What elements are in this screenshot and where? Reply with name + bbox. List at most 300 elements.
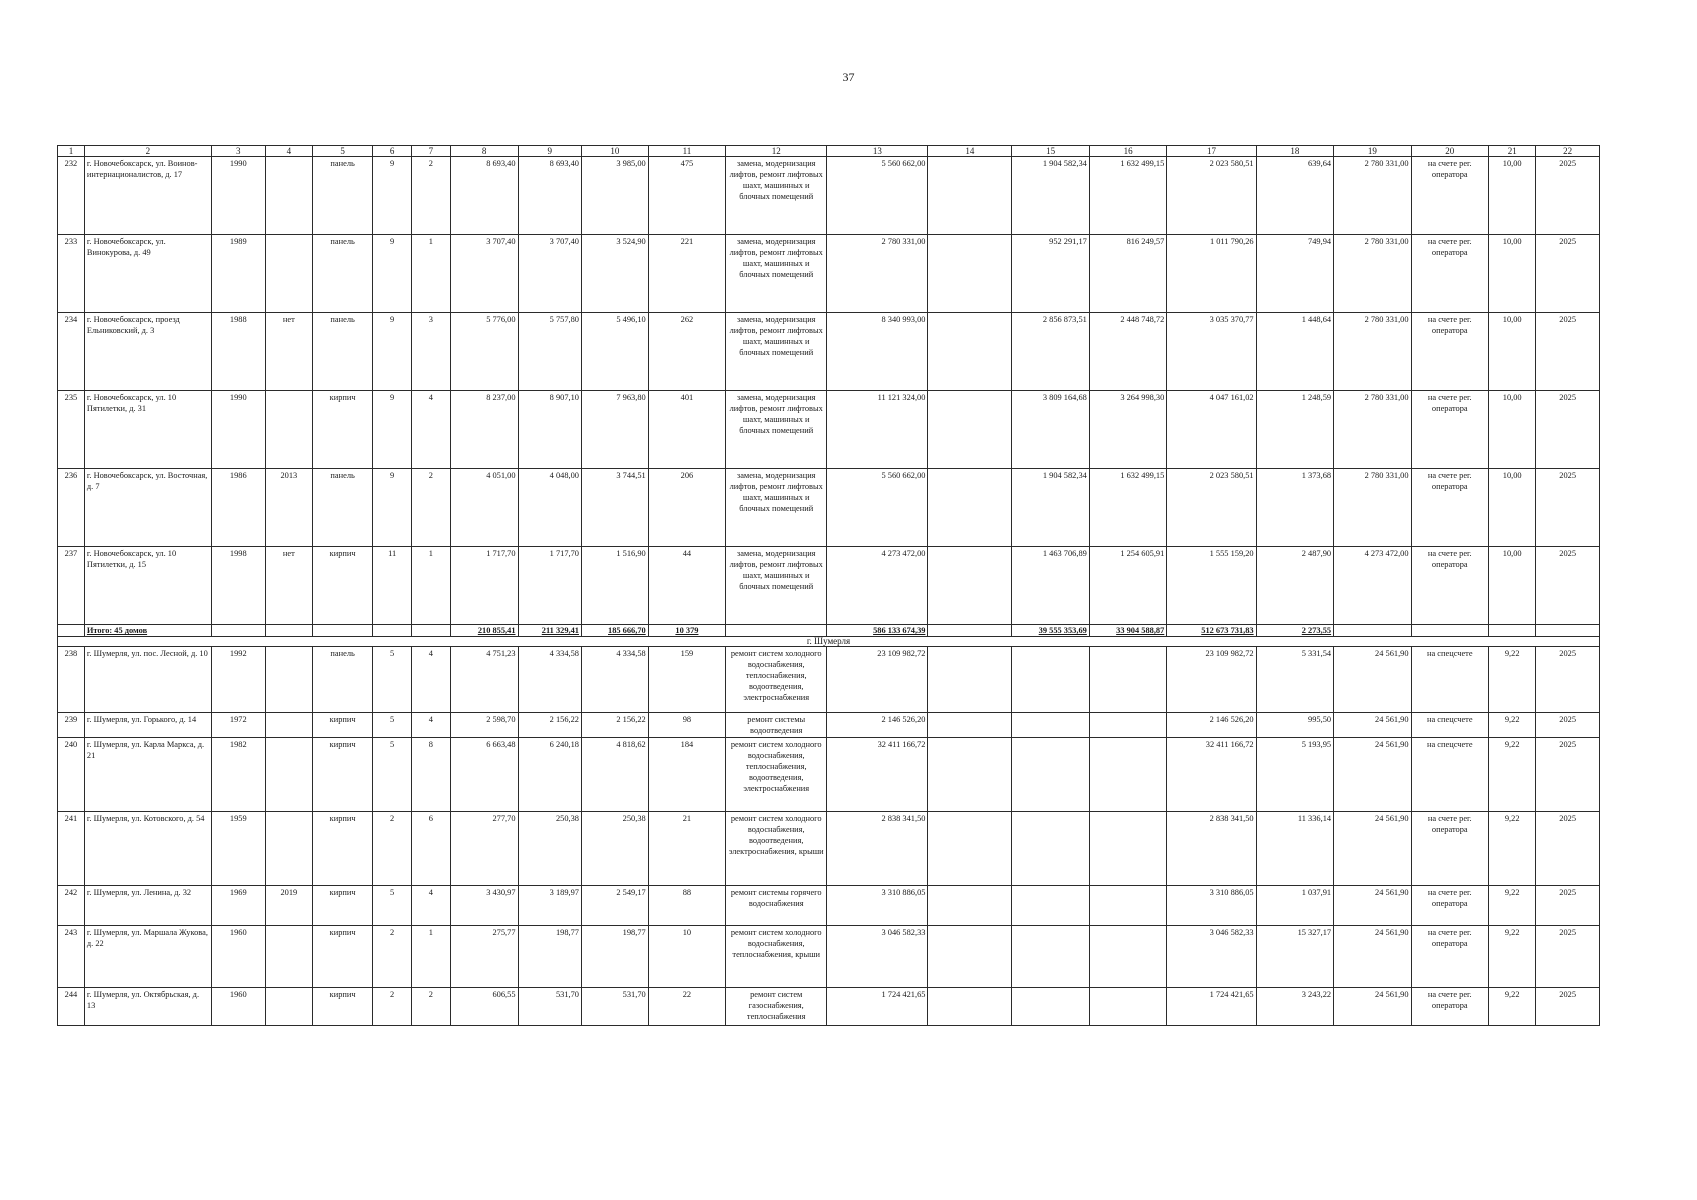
- fund-method: на спецсчете: [1411, 738, 1488, 812]
- total-area-residential: 185 666,70: [581, 625, 648, 637]
- year-renovated: нет: [265, 547, 312, 625]
- table-row: [58, 313, 1600, 391]
- cost-c15: [1012, 926, 1089, 988]
- total-cost: 8 340 993,00: [827, 313, 928, 391]
- column-number-10: 10: [581, 146, 648, 157]
- cost-c17: 23 109 982,72: [1167, 647, 1256, 713]
- area-residential: 3 524,90: [581, 235, 648, 313]
- row-number: 235: [58, 391, 85, 469]
- total-cost: 2 838 341,50: [827, 812, 928, 886]
- year-built: 1990: [211, 157, 265, 235]
- wall-material: кирпич: [313, 886, 373, 926]
- plan-year: 2025: [1536, 988, 1600, 1026]
- row-number: 236: [58, 469, 85, 547]
- area-residential: 4 334,58: [581, 647, 648, 713]
- column-number-18: 18: [1256, 146, 1333, 157]
- table-row: [58, 547, 1600, 625]
- term-c21: 10,00: [1489, 235, 1536, 313]
- fund-method: на спецсчете: [1411, 713, 1488, 738]
- total-residents: 10 379: [648, 625, 725, 637]
- total-cost: 2 780 331,00: [827, 235, 928, 313]
- term-c21: 9,22: [1489, 886, 1536, 926]
- total-area: 5 776,00: [450, 313, 518, 391]
- year-built: 1989: [211, 235, 265, 313]
- unit-cost: 1 037,91: [1256, 886, 1333, 926]
- area-premises: 198,77: [518, 926, 581, 988]
- year-built: 1960: [211, 926, 265, 988]
- total-cost: 5 560 662,00: [827, 157, 928, 235]
- wall-material: кирпич: [313, 713, 373, 738]
- max-unit-cost: 2 780 331,00: [1334, 469, 1411, 547]
- total-c17: 512 673 731,83: [1167, 625, 1256, 637]
- max-unit-cost: 4 273 472,00: [1334, 547, 1411, 625]
- unit-cost: 15 327,17: [1256, 926, 1333, 988]
- floors: 5: [373, 713, 412, 738]
- table-row: [58, 886, 1600, 926]
- total-cost: 23 109 982,72: [827, 647, 928, 713]
- floors: 5: [373, 647, 412, 713]
- table-row: [58, 738, 1600, 812]
- cost-c17: 4 047 161,02: [1167, 391, 1256, 469]
- max-unit-cost: 24 561,90: [1334, 713, 1411, 738]
- cost-c17: 3 046 582,33: [1167, 926, 1256, 988]
- residents: 262: [648, 313, 725, 391]
- floors: 11: [373, 547, 412, 625]
- column-number-row: [58, 146, 1600, 157]
- cost-c15: 2 856 873,51: [1012, 313, 1089, 391]
- address-cell: г. Шумерля, ул. Маршала Жукова, д. 22: [84, 926, 211, 988]
- address-cell: г. Новочебоксарск, ул. 10 Пятилетки, д. 15: [84, 547, 211, 625]
- year-built: 1998: [211, 547, 265, 625]
- residents: 98: [648, 713, 725, 738]
- max-unit-cost: 24 561,90: [1334, 738, 1411, 812]
- area-premises: 5 757,80: [518, 313, 581, 391]
- wall-material: панель: [313, 469, 373, 547]
- plan-year: 2025: [1536, 235, 1600, 313]
- max-unit-cost: 2 780 331,00: [1334, 235, 1411, 313]
- cost-c15: 1 904 582,34: [1012, 469, 1089, 547]
- row-number: 243: [58, 926, 85, 988]
- year-built: 1960: [211, 988, 265, 1026]
- cost-c16: [1089, 988, 1166, 1026]
- year-built: 1982: [211, 738, 265, 812]
- address-cell: г. Новочебоксарск, ул. Воинов-интернационалистов, д. 17: [84, 157, 211, 235]
- max-unit-cost: 2 780 331,00: [1334, 313, 1411, 391]
- cost-c17: 3 035 370,77: [1167, 313, 1256, 391]
- area-residential: 3 744,51: [581, 469, 648, 547]
- column-number-16: 16: [1089, 146, 1166, 157]
- cost-c14: [928, 926, 1012, 988]
- cost-c17: 2 023 580,51: [1167, 469, 1256, 547]
- column-number-13: 13: [827, 146, 928, 157]
- total-area: 3 430,97: [450, 886, 518, 926]
- work-type: ремонт систем холодного водоснабжения, теплоснабжения, водоотведения, электроснабжения: [726, 647, 827, 713]
- cost-c14: [928, 738, 1012, 812]
- area-premises: 8 693,40: [518, 157, 581, 235]
- cost-c16: [1089, 738, 1166, 812]
- residents: 159: [648, 647, 725, 713]
- total-cost: 5 560 662,00: [827, 469, 928, 547]
- total-area-living: 211 329,41: [518, 625, 581, 637]
- entrances: 1: [411, 926, 450, 988]
- column-number-5: 5: [313, 146, 373, 157]
- term-c21: 10,00: [1489, 157, 1536, 235]
- row-number: 232: [58, 157, 85, 235]
- year-built: 1988: [211, 313, 265, 391]
- column-number-15: 15: [1012, 146, 1089, 157]
- entrances: 1: [411, 235, 450, 313]
- year-built: 1992: [211, 647, 265, 713]
- address-cell: г. Шумерля, ул. Октябрьская, д. 13: [84, 988, 211, 1026]
- total-cost: 4 273 472,00: [827, 547, 928, 625]
- term-c21: 9,22: [1489, 988, 1536, 1026]
- cost-c17: 2 146 526,20: [1167, 713, 1256, 738]
- residents: 206: [648, 469, 725, 547]
- area-premises: 531,70: [518, 988, 581, 1026]
- total-cost: 1 724 421,65: [827, 988, 928, 1026]
- total-area: 275,77: [450, 926, 518, 988]
- column-number-4: 4: [265, 146, 312, 157]
- fund-method: на счете рег. оператора: [1411, 547, 1488, 625]
- cost-c16: [1089, 886, 1166, 926]
- cost-c15: [1012, 647, 1089, 713]
- unit-cost: 5 193,95: [1256, 738, 1333, 812]
- cost-c16: [1089, 647, 1166, 713]
- address-cell: г. Новочебоксарск, проезд Ельниковский, д. 3: [84, 313, 211, 391]
- wall-material: кирпич: [313, 547, 373, 625]
- area-premises: 2 156,22: [518, 713, 581, 738]
- cost-c16: [1089, 812, 1166, 886]
- area-premises: 3 707,40: [518, 235, 581, 313]
- cost-c15: [1012, 988, 1089, 1026]
- plan-year: 2025: [1536, 713, 1600, 738]
- column-number-11: 11: [648, 146, 725, 157]
- area-premises: 4 048,00: [518, 469, 581, 547]
- entrances: 6: [411, 812, 450, 886]
- total-area: 1 717,70: [450, 547, 518, 625]
- row-number: 237: [58, 547, 85, 625]
- cost-c14: [928, 235, 1012, 313]
- cost-c15: [1012, 886, 1089, 926]
- fund-method: на счете рег. оператора: [1411, 926, 1488, 988]
- table-row: [58, 926, 1600, 988]
- area-premises: 3 189,97: [518, 886, 581, 926]
- max-unit-cost: 24 561,90: [1334, 647, 1411, 713]
- unit-cost: 1 448,64: [1256, 313, 1333, 391]
- page-number: 37: [842, 70, 855, 84]
- cost-c14: [928, 647, 1012, 713]
- year-renovated: [265, 391, 312, 469]
- area-premises: 250,38: [518, 812, 581, 886]
- cost-c17: 32 411 166,72: [1167, 738, 1256, 812]
- address-cell: г. Шумерля, ул. Ленина, д. 32: [84, 886, 211, 926]
- unit-cost: 995,50: [1256, 713, 1333, 738]
- column-number-20: 20: [1411, 146, 1488, 157]
- area-residential: 531,70: [581, 988, 648, 1026]
- total-area: 8 237,00: [450, 391, 518, 469]
- term-c21: 9,22: [1489, 738, 1536, 812]
- address-cell: г. Шумерля, ул. Горького, д. 14: [84, 713, 211, 738]
- residents: 22: [648, 988, 725, 1026]
- cost-c16: 1 254 605,91: [1089, 547, 1166, 625]
- novocheboksarsk-rows: [58, 157, 1600, 625]
- city-heading-row: [58, 637, 1600, 647]
- total-label: Итого: 45 домов: [84, 625, 211, 637]
- year-built: 1972: [211, 713, 265, 738]
- plan-year: 2025: [1536, 469, 1600, 547]
- year-renovated: [265, 812, 312, 886]
- cost-c16: 816 249,57: [1089, 235, 1166, 313]
- residents: 184: [648, 738, 725, 812]
- area-residential: 2 156,22: [581, 713, 648, 738]
- column-number-14: 14: [928, 146, 1012, 157]
- wall-material: кирпич: [313, 391, 373, 469]
- fund-method: на спецсчете: [1411, 647, 1488, 713]
- term-c21: 10,00: [1489, 391, 1536, 469]
- fund-method: на счете рег. оператора: [1411, 313, 1488, 391]
- plan-year: 2025: [1536, 647, 1600, 713]
- area-premises: 4 334,58: [518, 647, 581, 713]
- column-number-7: 7: [411, 146, 450, 157]
- work-type: ремонт систем холодного водоснабжения, теплоснабжения, водоотведения, электроснабжения: [726, 738, 827, 812]
- cost-c16: 2 448 748,72: [1089, 313, 1166, 391]
- column-number-9: 9: [518, 146, 581, 157]
- address-cell: г. Новочебоксарск, ул. Восточная, д. 7: [84, 469, 211, 547]
- work-type: ремонт системы водоотведения: [726, 713, 827, 738]
- plan-year: 2025: [1536, 157, 1600, 235]
- total-area: 4 051,00: [450, 469, 518, 547]
- column-number-22: 22: [1536, 146, 1600, 157]
- column-number-8: 8: [450, 146, 518, 157]
- residents: 10: [648, 926, 725, 988]
- cost-c16: 1 632 499,15: [1089, 469, 1166, 547]
- area-residential: 198,77: [581, 926, 648, 988]
- cost-c17: 1 724 421,65: [1167, 988, 1256, 1026]
- address-cell: г. Шумерля, ул. Котовского, д. 54: [84, 812, 211, 886]
- term-c21: 9,22: [1489, 713, 1536, 738]
- cost-c16: 3 264 998,30: [1089, 391, 1166, 469]
- max-unit-cost: 2 780 331,00: [1334, 391, 1411, 469]
- total-area: 210 855,41: [450, 625, 518, 637]
- table-row: [58, 988, 1600, 1026]
- area-premises: 6 240,18: [518, 738, 581, 812]
- column-number-19: 19: [1334, 146, 1411, 157]
- term-c21: 9,22: [1489, 812, 1536, 886]
- table-row: [58, 812, 1600, 886]
- table-row: [58, 713, 1600, 738]
- total-cost: 2 146 526,20: [827, 713, 928, 738]
- cost-c16: [1089, 713, 1166, 738]
- entrances: 4: [411, 647, 450, 713]
- unit-cost: 2 487,90: [1256, 547, 1333, 625]
- column-number-3: 3: [211, 146, 265, 157]
- year-built: 1959: [211, 812, 265, 886]
- row-number: 242: [58, 886, 85, 926]
- floors: 9: [373, 313, 412, 391]
- wall-material: кирпич: [313, 812, 373, 886]
- unit-cost: 5 331,54: [1256, 647, 1333, 713]
- address-cell: г. Шумерля, ул. Карла Маркса, д. 21: [84, 738, 211, 812]
- work-type: замена, модернизация лифтов, ремонт лифтовых шахт, машинных и блочных помещений: [726, 313, 827, 391]
- column-number-12: 12: [726, 146, 827, 157]
- address-cell: г. Новочебоксарск, ул. Винокурова, д. 49: [84, 235, 211, 313]
- cost-c17: 1 555 159,20: [1167, 547, 1256, 625]
- entrances: 1: [411, 547, 450, 625]
- floors: 9: [373, 469, 412, 547]
- shumerlya-rows: [58, 647, 1600, 1026]
- plan-year: 2025: [1536, 391, 1600, 469]
- cost-c17: 2 838 341,50: [1167, 812, 1256, 886]
- unit-cost: 639,64: [1256, 157, 1333, 235]
- wall-material: панель: [313, 157, 373, 235]
- fund-method: на счете рег. оператора: [1411, 157, 1488, 235]
- table-row: [58, 157, 1600, 235]
- cost-c15: [1012, 713, 1089, 738]
- cost-c14: [928, 391, 1012, 469]
- total-c15: 39 555 353,69: [1012, 625, 1089, 637]
- unit-cost: 11 336,14: [1256, 812, 1333, 886]
- work-type: замена, модернизация лифтов, ремонт лифтовых шахт, машинных и блочных помещений: [726, 157, 827, 235]
- plan-year: 2025: [1536, 313, 1600, 391]
- table-row: [58, 235, 1600, 313]
- fund-method: на счете рег. оператора: [1411, 391, 1488, 469]
- column-number-21: 21: [1489, 146, 1536, 157]
- total-cost: 3 310 886,05: [827, 886, 928, 926]
- entrances: 4: [411, 713, 450, 738]
- cost-c15: 952 291,17: [1012, 235, 1089, 313]
- area-premises: 1 717,70: [518, 547, 581, 625]
- year-renovated: [265, 647, 312, 713]
- cost-c14: [928, 547, 1012, 625]
- column-number-2: 2: [84, 146, 211, 157]
- row-number: 241: [58, 812, 85, 886]
- cost-c16: 1 632 499,15: [1089, 157, 1166, 235]
- year-built: 1986: [211, 469, 265, 547]
- total-area: 3 707,40: [450, 235, 518, 313]
- plan-year: 2025: [1536, 812, 1600, 886]
- row-number: 234: [58, 313, 85, 391]
- residents: 475: [648, 157, 725, 235]
- max-unit-cost: 2 780 331,00: [1334, 157, 1411, 235]
- total-area: 277,70: [450, 812, 518, 886]
- row-number: 238: [58, 647, 85, 713]
- area-residential: 4 818,62: [581, 738, 648, 812]
- work-type: ремонт систем холодного водоснабжения, водоотведения, электроснабжения, крыши: [726, 812, 827, 886]
- entrances: 2: [411, 157, 450, 235]
- housing-repair-table: [57, 145, 1600, 1026]
- cost-c17: 1 011 790,26: [1167, 235, 1256, 313]
- work-type: замена, модернизация лифтов, ремонт лифтовых шахт, машинных и блочных помещений: [726, 235, 827, 313]
- wall-material: кирпич: [313, 738, 373, 812]
- total-area: 2 598,70: [450, 713, 518, 738]
- year-renovated: нет: [265, 313, 312, 391]
- area-premises: 8 907,10: [518, 391, 581, 469]
- year-renovated: 2013: [265, 469, 312, 547]
- unit-cost: 749,94: [1256, 235, 1333, 313]
- plan-year: 2025: [1536, 926, 1600, 988]
- year-renovated: [265, 157, 312, 235]
- cost-c15: 1 904 582,34: [1012, 157, 1089, 235]
- residents: 401: [648, 391, 725, 469]
- work-type: ремонт системы горячего водоснабжения: [726, 886, 827, 926]
- row-number: 233: [58, 235, 85, 313]
- unit-cost: 1 373,68: [1256, 469, 1333, 547]
- table-row: [58, 469, 1600, 547]
- column-number-17: 17: [1167, 146, 1256, 157]
- year-renovated: [265, 926, 312, 988]
- plan-year: 2025: [1536, 738, 1600, 812]
- cost-c15: 3 809 164,68: [1012, 391, 1089, 469]
- plan-year: 2025: [1536, 886, 1600, 926]
- year-renovated: [265, 738, 312, 812]
- area-residential: 250,38: [581, 812, 648, 886]
- total-cost: 586 133 674,39: [827, 625, 928, 637]
- wall-material: кирпич: [313, 988, 373, 1026]
- total-cost: 32 411 166,72: [827, 738, 928, 812]
- cost-c14: [928, 469, 1012, 547]
- cost-c14: [928, 988, 1012, 1026]
- entrances: 4: [411, 886, 450, 926]
- fund-method: на счете рег. оператора: [1411, 886, 1488, 926]
- entrances: 3: [411, 313, 450, 391]
- plan-year: 2025: [1536, 547, 1600, 625]
- total-area: 8 693,40: [450, 157, 518, 235]
- cost-c15: [1012, 812, 1089, 886]
- residents: 21: [648, 812, 725, 886]
- year-renovated: [265, 713, 312, 738]
- max-unit-cost: 24 561,90: [1334, 926, 1411, 988]
- floors: 2: [373, 812, 412, 886]
- residents: 221: [648, 235, 725, 313]
- year-built: 1990: [211, 391, 265, 469]
- table-row: [58, 391, 1600, 469]
- work-type: ремонт систем газоснабжения, теплоснабжения: [726, 988, 827, 1026]
- term-c21: 9,22: [1489, 926, 1536, 988]
- fund-method: на счете рег. оператора: [1411, 988, 1488, 1026]
- cost-c14: [928, 713, 1012, 738]
- address-cell: г. Новочебоксарск, ул. 10 Пятилетки, д. 31: [84, 391, 211, 469]
- floors: 5: [373, 738, 412, 812]
- cost-c14: [928, 313, 1012, 391]
- total-c16: 33 904 588,87: [1089, 625, 1166, 637]
- year-renovated: [265, 988, 312, 1026]
- total-area: 4 751,23: [450, 647, 518, 713]
- column-number-1: 1: [58, 146, 85, 157]
- unit-cost: 3 243,22: [1256, 988, 1333, 1026]
- max-unit-cost: 24 561,90: [1334, 886, 1411, 926]
- cost-c14: [928, 812, 1012, 886]
- floors: 2: [373, 926, 412, 988]
- residents: 88: [648, 886, 725, 926]
- city-heading: г. Шумерля: [58, 637, 1600, 647]
- row-number: 244: [58, 988, 85, 1026]
- wall-material: панель: [313, 313, 373, 391]
- table-row: [58, 647, 1600, 713]
- floors: 9: [373, 391, 412, 469]
- cost-c14: [928, 157, 1012, 235]
- work-type: замена, модернизация лифтов, ремонт лифтовых шахт, машинных и блочных помещений: [726, 469, 827, 547]
- total-row: [58, 625, 1600, 637]
- year-renovated: 2019: [265, 886, 312, 926]
- row-number: 239: [58, 713, 85, 738]
- unit-cost: 1 248,59: [1256, 391, 1333, 469]
- fund-method: на счете рег. оператора: [1411, 469, 1488, 547]
- area-residential: 1 516,90: [581, 547, 648, 625]
- term-c21: 10,00: [1489, 547, 1536, 625]
- area-residential: 5 496,10: [581, 313, 648, 391]
- total-area: 606,55: [450, 988, 518, 1026]
- work-type: ремонт систем холодного водоснабжения, теплоснабжения, крыши: [726, 926, 827, 988]
